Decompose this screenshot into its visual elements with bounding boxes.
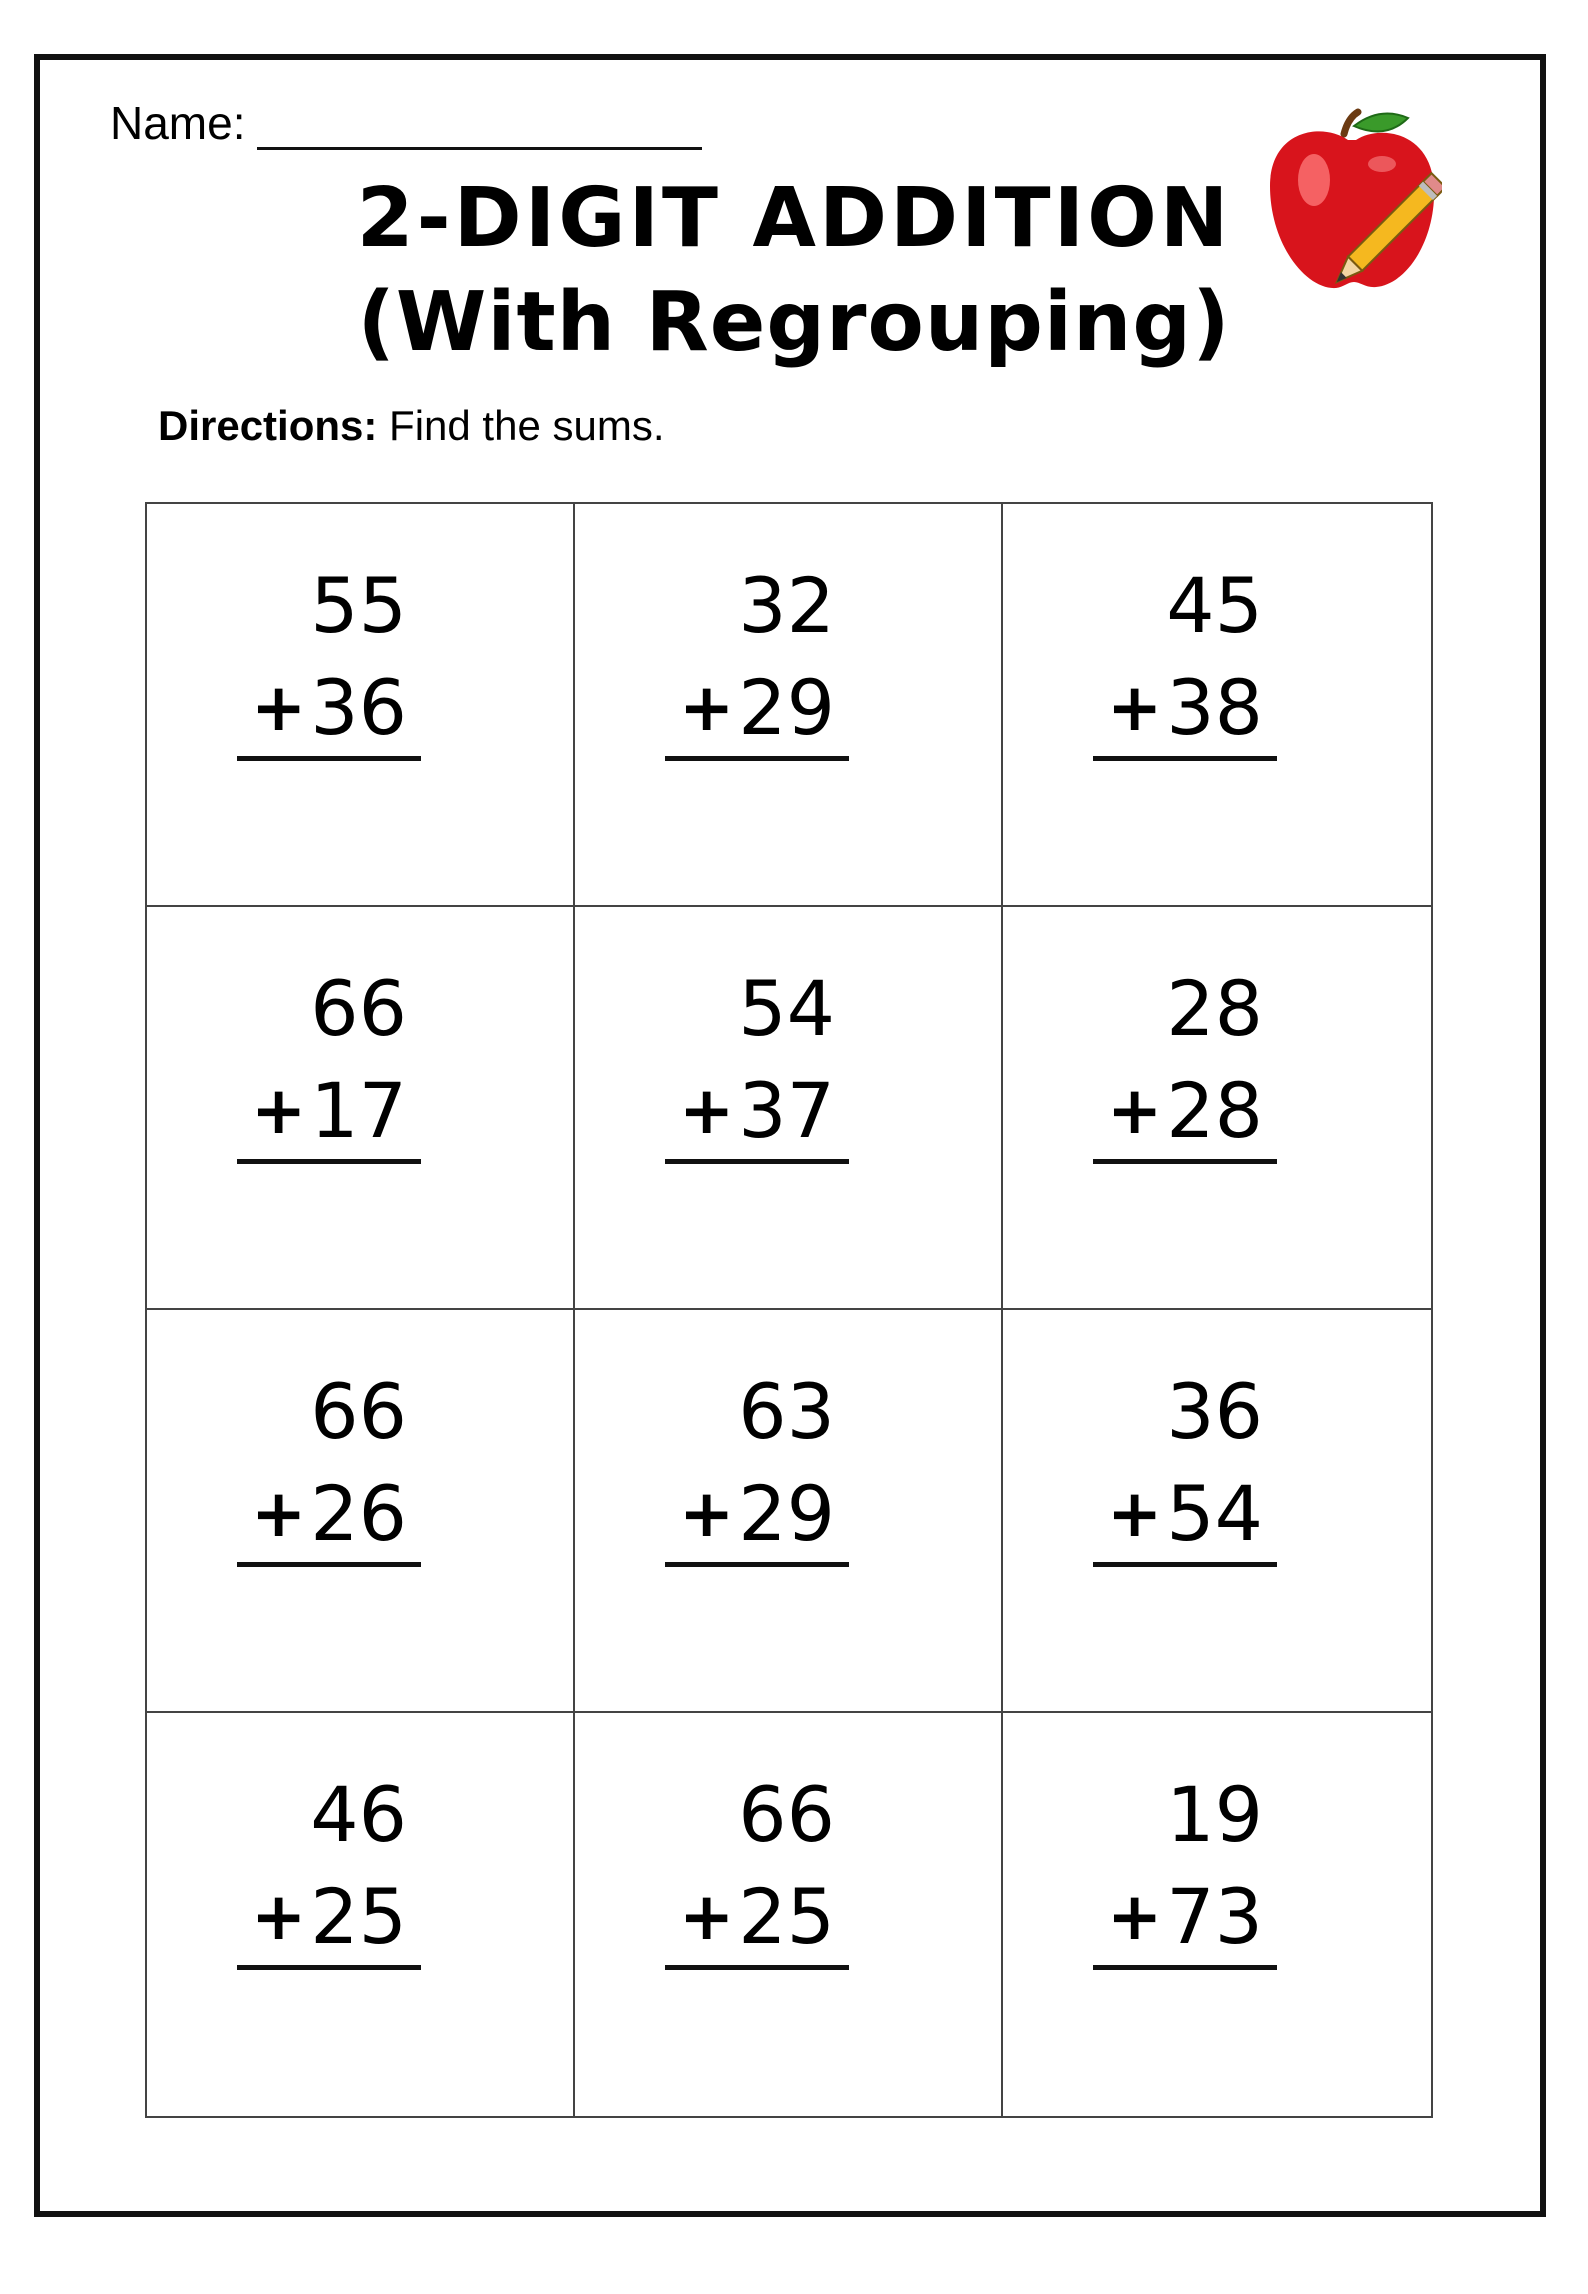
answer-line xyxy=(1093,756,1277,761)
addition-problem xyxy=(665,1770,849,1970)
plus-sign: + xyxy=(679,1072,735,1149)
addend-top: 55 xyxy=(310,561,407,650)
problem-cell[interactable] xyxy=(1003,1713,1431,2116)
plus-sign: + xyxy=(1107,1072,1163,1149)
problem-cell[interactable] xyxy=(575,907,1003,1310)
plus-sign: + xyxy=(1107,669,1163,746)
addend-bottom: 25 xyxy=(310,1872,407,1961)
answer-line xyxy=(665,1159,849,1164)
answer-line xyxy=(237,756,421,761)
plus-sign: + xyxy=(1107,1475,1163,1552)
addend-top: 32 xyxy=(738,561,835,650)
addition-problem xyxy=(1093,1367,1277,1567)
addition-problem xyxy=(665,1367,849,1567)
addend-top: 46 xyxy=(310,1770,407,1859)
addition-problem xyxy=(237,964,421,1164)
addend-bottom: 29 xyxy=(738,663,835,752)
problem-cell[interactable] xyxy=(147,1713,575,2116)
name-label: Name: xyxy=(110,97,246,149)
answer-line xyxy=(1093,1562,1277,1567)
plus-sign: + xyxy=(251,669,307,746)
addition-problem xyxy=(1093,964,1277,1164)
problem-cell[interactable] xyxy=(1003,907,1431,1310)
addend-bottom: 29 xyxy=(738,1469,835,1558)
answer-line xyxy=(1093,1965,1277,1970)
addend-top: 66 xyxy=(310,1367,407,1456)
directions xyxy=(158,402,664,450)
answer-line xyxy=(237,1562,421,1567)
problem-cell[interactable] xyxy=(575,1310,1003,1713)
addition-problem xyxy=(1093,561,1277,761)
problem-cell[interactable] xyxy=(575,1713,1003,2116)
addend-bottom: 73 xyxy=(1166,1872,1263,1961)
addition-problem xyxy=(1093,1770,1277,1970)
plus-sign: + xyxy=(679,1475,735,1552)
addend-top: 28 xyxy=(1166,964,1263,1053)
addend-bottom: 17 xyxy=(310,1066,407,1155)
problem-grid xyxy=(145,502,1433,2118)
addition-problem xyxy=(237,561,421,761)
addend-top: 66 xyxy=(738,1770,835,1859)
addition-problem xyxy=(237,1367,421,1567)
addend-bottom: 36 xyxy=(310,663,407,752)
plus-sign: + xyxy=(679,669,735,746)
name-field[interactable] xyxy=(257,99,702,150)
addend-top: 54 xyxy=(738,964,835,1053)
problem-cell[interactable] xyxy=(1003,1310,1431,1713)
addend-bottom: 26 xyxy=(310,1469,407,1558)
problem-cell[interactable] xyxy=(1003,504,1431,907)
plus-sign: + xyxy=(1107,1878,1163,1955)
directions-label: Directions: xyxy=(158,402,378,449)
addend-bottom: 38 xyxy=(1166,663,1263,752)
name-row xyxy=(110,96,702,150)
plus-sign: + xyxy=(251,1475,307,1552)
problem-cell[interactable] xyxy=(147,1310,575,1713)
problem-cell[interactable] xyxy=(147,504,575,907)
answer-line xyxy=(1093,1159,1277,1164)
title-line-2: (With Regrouping) xyxy=(357,275,1231,370)
problem-cell[interactable] xyxy=(147,907,575,1310)
answer-line xyxy=(665,756,849,761)
problem-cell[interactable] xyxy=(575,504,1003,907)
plus-sign: + xyxy=(251,1072,307,1149)
addend-bottom: 54 xyxy=(1166,1469,1263,1558)
addition-problem xyxy=(237,1770,421,1970)
addend-top: 45 xyxy=(1166,561,1263,650)
addend-bottom: 37 xyxy=(738,1066,835,1155)
plus-sign: + xyxy=(251,1878,307,1955)
addition-problem xyxy=(665,964,849,1164)
addend-bottom: 25 xyxy=(738,1872,835,1961)
answer-line xyxy=(665,1562,849,1567)
addend-top: 66 xyxy=(310,964,407,1053)
addition-problem xyxy=(665,561,849,761)
answer-line xyxy=(237,1965,421,1970)
plus-sign: + xyxy=(679,1878,735,1955)
directions-text: Find the sums. xyxy=(377,402,665,449)
answer-line xyxy=(237,1159,421,1164)
addend-top: 63 xyxy=(738,1367,835,1456)
addend-bottom: 28 xyxy=(1166,1066,1263,1155)
title-line-1: 2-DIGIT ADDITION xyxy=(356,171,1232,266)
apple-with-pencil-icon xyxy=(1262,104,1442,304)
addend-top: 19 xyxy=(1166,1770,1263,1859)
answer-line xyxy=(665,1965,849,1970)
addend-top: 36 xyxy=(1166,1367,1263,1456)
